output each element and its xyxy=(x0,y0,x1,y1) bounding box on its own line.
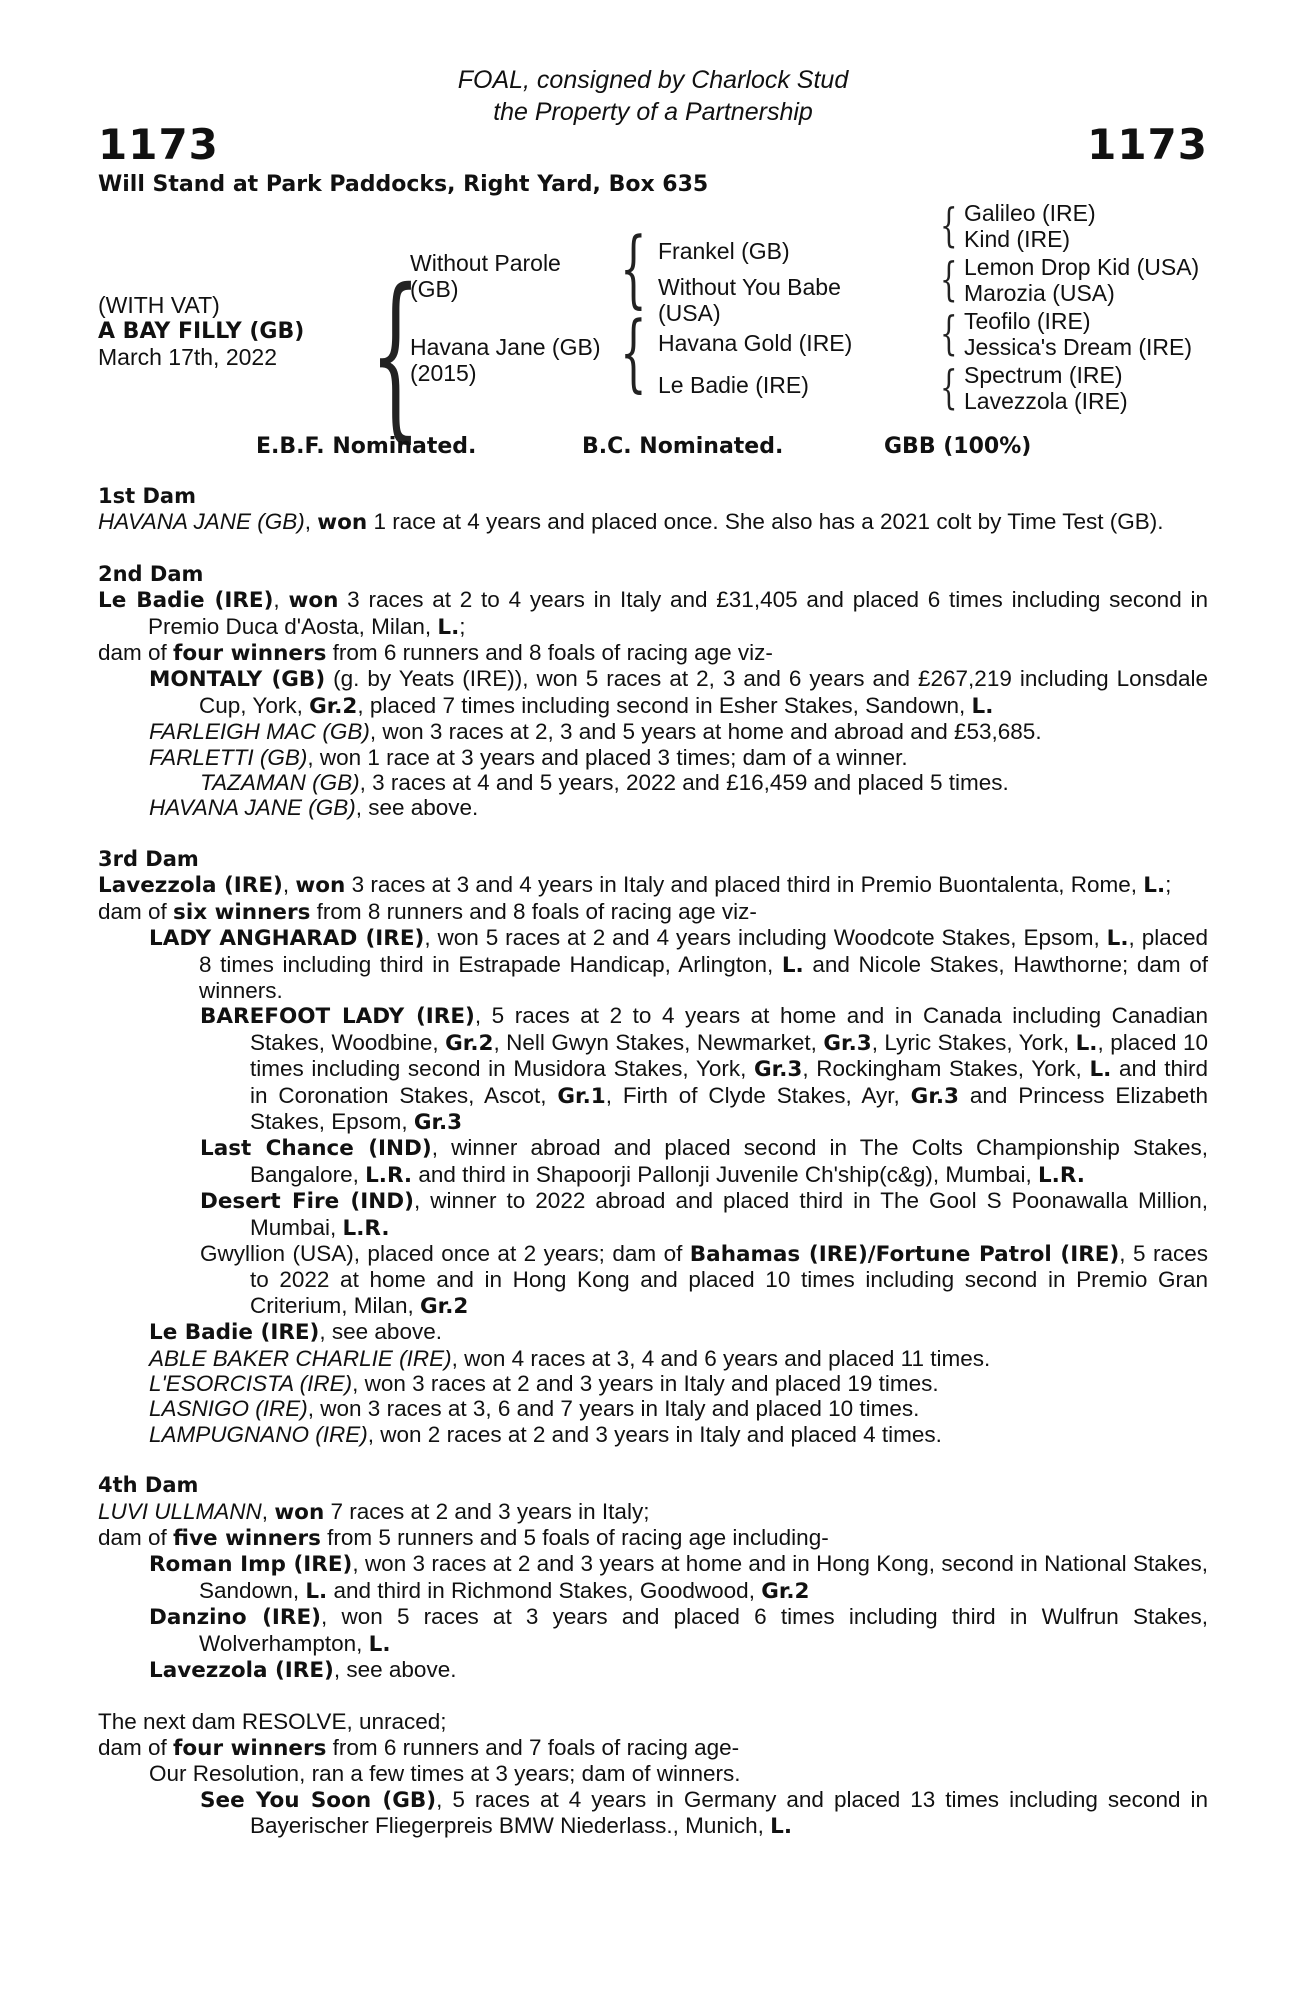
lot-number-left: 1173 xyxy=(98,120,219,169)
lot-horse-name: A BAY FILLY (GB) xyxy=(98,319,305,344)
brace-dam: { xyxy=(620,303,647,401)
dam-sire: Havana Gold (IRE) xyxy=(658,330,853,356)
fourth-dam-section xyxy=(98,1473,1208,1683)
ancestor-2: Kind (IRE) xyxy=(964,226,1071,252)
dam-of-line: dam of four winners from 6 runners and 8 foals of racing age viz- xyxy=(98,640,773,667)
dam-entry: Le Badie (IRE), won 3 races at 2 to 4 years in Italy and £31,405 and placed 6 times including second in Premio Duca d'Aosta, Milan, L.; xyxy=(98,587,1208,640)
lot-number-right: 1173 xyxy=(1087,120,1208,169)
dam-dam: Le Badie (IRE) xyxy=(658,372,809,398)
dam-of-line: dam of six winners from 8 runners and 8 foals of racing age viz- xyxy=(98,898,757,925)
ebf-nomination: E.B.F. Nominated. xyxy=(256,434,477,459)
produce-entry: Roman Imp (IRE), won 3 races at 2 and 3 years at home and in Hong Kong, second in National Stakes, Sandown, L. and third in Richmond Stakes, Goodwood, Gr.2 xyxy=(149,1551,1208,1604)
brace-sire: { xyxy=(620,219,647,317)
family-record xyxy=(98,484,1208,1840)
brace-g3-4: { xyxy=(940,360,958,414)
produce-entry: ABLE BAKER CHARLIE (IRE), won 4 races at 3, 4 and 6 years and placed 11 times. xyxy=(149,1345,991,1371)
grand-produce-entry: Gwyllion (USA), placed once at 2 years; dam of Bahamas (IRE)/Fortune Patrol (IRE), 5 races to 2022 at home and in Hong Kong and placed 10 times including second in Premio Gran Criterium, Milan, Gr.2 xyxy=(200,1240,1208,1319)
produce-entry: LASNIGO (IRE), won 3 races at 3, 6 and 7 years in Italy and placed 10 times. xyxy=(149,1396,920,1422)
brace-main: { xyxy=(370,251,421,458)
grand-produce-entry: BAREFOOT LADY (IRE), 5 races at 2 to 4 years at home and in Canada including Canadian Stakes, Woodbine, Gr.2, Nell Gwyn Stakes, Newmarket, Gr.3, Lyric Stakes, York, L., placed 10 times including second in Musidora Stakes, York, Gr.3, Rockingham Stakes, York, L. and third in Coronation Stakes, Ascot, Gr.1, Firth of Clyde Stakes, Ayr, Gr.3 and Princess Elizabeth Stakes, Epsom, Gr.3 xyxy=(200,1003,1209,1135)
grand-produce-entry: Last Chance (IND), winner abroad and placed second in The Colts Championship Stakes, Bangalore, L.R. and third in Shapoorji Pallonji Juvenile Ch'ship(c&g), Mumbai, L.R. xyxy=(200,1135,1208,1188)
brace-g3-2: { xyxy=(940,252,958,306)
section-heading: 1st Dam xyxy=(98,484,196,508)
ancestor-1: Galileo (IRE) xyxy=(964,200,1096,226)
dam-year: (2015) xyxy=(410,360,477,386)
produce-entry: FARLEIGH MAC (GB), won 3 races at 2, 3 and 5 years at home and abroad and £53,685. xyxy=(149,719,1042,745)
consignor-line: FOAL, consigned by Charlock Stud xyxy=(457,66,849,94)
ancestor-7: Spectrum (IRE) xyxy=(964,362,1123,388)
section-heading: 4th Dam xyxy=(98,1473,199,1498)
produce-entry: LADY ANGHARAD (IRE), won 5 races at 2 and 4 years including Woodcote Stakes, Epsom, L., placed 8 times including third in Estrapade Handicap, Arlington, L. and Nicole Stakes, Hawthorne; dam of winners. xyxy=(149,925,1208,1003)
produce-entry: FARLETTI (GB), won 1 race at 3 years and placed 3 times; dam of a winner. xyxy=(149,744,908,770)
nominations xyxy=(98,434,1208,464)
ancestor-8: Lavezzola (IRE) xyxy=(964,388,1128,414)
date-of-birth: March 17th, 2022 xyxy=(98,344,278,370)
third-dam-section xyxy=(98,847,1208,1447)
ancestor-5: Teofilo (IRE) xyxy=(964,308,1091,334)
produce-entry: L'ESORCISTA (IRE), won 3 races at 2 and 3 years in Italy and placed 19 times. xyxy=(149,1371,939,1396)
bc-nomination: B.C. Nominated. xyxy=(582,434,784,459)
sire-dam-name: Without You Babe xyxy=(658,274,841,300)
ancestor-3: Lemon Drop Kid (USA) xyxy=(964,254,1200,280)
stand-location: Will Stand at Park Paddocks, Right Yard, Box 635 xyxy=(98,172,709,197)
grand-produce-entry: Desert Fire (IND), winner to 2022 abroad and placed third in The Gool S Poonawalla Million, Mumbai, L.R. xyxy=(200,1188,1208,1241)
section-heading: 3rd Dam xyxy=(98,846,199,871)
dam-entry: LUVI ULLMANN, won 7 races at 2 and 3 years in Italy; xyxy=(98,1498,650,1525)
sire-dam-country: (USA) xyxy=(658,300,721,326)
next-dam-section xyxy=(98,1709,1208,1839)
vat-note: (WITH VAT) xyxy=(98,292,220,318)
ancestor-6: Jessica's Dream (IRE) xyxy=(964,334,1193,360)
grand-produce-entry: See You Soon (GB), 5 races at 4 years in Germany and placed 13 times including second in Bayerischer Fliegerpreis BMW Niederlass., Munich, L. xyxy=(200,1786,1208,1840)
brace-g3-1: { xyxy=(940,198,958,252)
section-heading: 2nd Dam xyxy=(98,561,204,586)
first-dam-section xyxy=(98,484,1208,536)
produce-entry: Le Badie (IRE), see above. xyxy=(149,1319,442,1346)
sire-name: Without Parole xyxy=(410,250,561,276)
grand-produce-entry: TAZAMAN (GB), 3 races at 4 and 5 years, 2022 and £16,459 and placed 5 times. xyxy=(200,770,1009,796)
dam-entry: The next dam RESOLVE, unraced; xyxy=(98,1709,447,1735)
dam-of-line: dam of five winners from 5 runners and 5 foals of racing age including- xyxy=(98,1525,829,1552)
sire-sire: Frankel (GB) xyxy=(658,238,790,264)
produce-entry: HAVANA JANE (GB), see above. xyxy=(149,795,479,821)
produce-entry: LAMPUGNANO (IRE), won 2 races at 2 and 3 years in Italy and placed 4 times. xyxy=(149,1421,942,1447)
gbb-rating: GBB (100%) xyxy=(884,434,1032,459)
produce-entry: Our Resolution, ran a few times at 3 years; dam of winners. xyxy=(149,1761,741,1787)
produce-entry: MONTALY (GB) (g. by Yeats (IRE)), won 5 races at 2, 3 and 6 years and £267,219 including Lonsdale Cup, York, Gr.2, placed 7 times including second in Esher Stakes, Sandown, L. xyxy=(149,666,1208,719)
brace-g3-3: { xyxy=(940,306,958,360)
dam-of-line: dam of four winners from 6 runners and 7 foals of racing age- xyxy=(98,1734,740,1761)
ancestor-4: Marozia (USA) xyxy=(964,280,1115,306)
property-line: the Property of a Partnership xyxy=(493,98,813,126)
dam-name: Havana Jane (GB) xyxy=(410,334,601,360)
dam-entry: Lavezzola (IRE), won 3 races at 3 and 4 years in Italy and placed third in Premio Buontalenta, Rome, L.; xyxy=(98,872,1172,899)
produce-entry: Lavezzola (IRE), see above. xyxy=(149,1657,457,1684)
second-dam-section xyxy=(98,562,1208,821)
dam-entry: HAVANA JANE (GB), won 1 race at 4 years and placed once. She also has a 2021 colt by Time Test (GB). xyxy=(98,509,1164,536)
sire-country: (GB) xyxy=(410,276,459,302)
produce-entry: Danzino (IRE), won 5 races at 3 years and placed 6 times including third in Wulfrun Stakes, Wolverhampton, L. xyxy=(149,1604,1208,1657)
